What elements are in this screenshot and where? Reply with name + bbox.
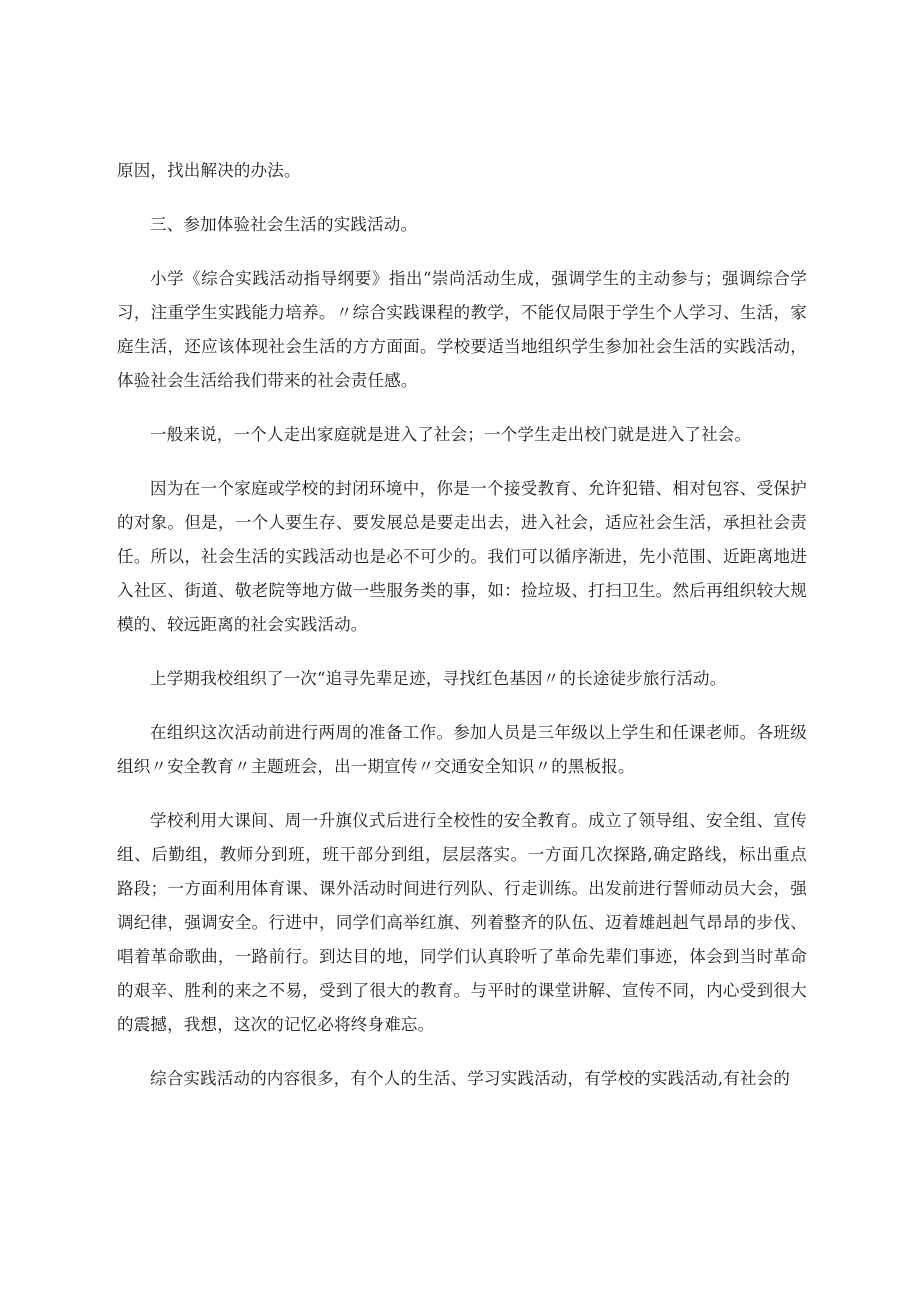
paragraph-preparation: 在组织这次活动前进行两周的准备工作。参加人员是三年级以上学生和任课老师。各班级组织〃安全教育〃主题班会，出一期宣传〃交通安全知识〃的黑板报。 — [117, 723, 807, 776]
section-heading-3: 三、参加体验社会生活的实践活动。 — [150, 215, 418, 234]
document-body — [117, 154, 807, 1096]
paragraph-activity-content: 综合实践活动的内容很多，有个人的生活、学习实践活动，有学校的实践活动,有社会的 — [150, 1069, 791, 1088]
paragraph-closed-environment: 因为在一个家庭或学校的封闭环境中，你是一个接受教育、允许犯错、相对包容、受保护的对象。但是，一个人要生存、要发展总是要走出去，进入社会，适应社会生活，承担社会责任。所以，社会生活的实践活动也是必不可少的。我们可以循序渐进，先小范围、近距离地进入社区、街道、敬老院等地方做一些服务类的事，如：捡垃圾、打扫卫生。然后再组织较大规模的、较远距离的社会实践活动。 — [117, 479, 807, 634]
paragraph-1: 原因，找出解决的办法。 — [117, 161, 301, 180]
paragraph-guideline-quote: 小学《综合实践活动指导纲要》指出“崇尚活动生成，强调学生的主动参与；强调综合学习，注重学生实践能力培养。〃综合实践课程的教学，不能仅局限于学生个人学习、生活，家庭生活，还应该体现社会生活的方方面面。学校要适当地组织学生参加社会生活的实践活动，体验社会生活给我们带来的社会责任感。 — [117, 269, 807, 390]
paragraph-general-statement: 一般来说，一个人走出家庭就是进入了社会；一个学生走出校门就是进入了社会。 — [150, 425, 752, 444]
paragraph-last-semester: 上学期我校组织了一次“追寻先辈足迹，寻找红色基因〃的长途徒步旅行活动。 — [150, 669, 727, 688]
paragraph-safety-education: 学校利用大课间、周一升旗仪式后进行全校性的安全教育。成立了领导组、安全组、宣传组、后勤组，教师分到班，班干部分到组，层层落实。一方面几次探路,确定路线，标出重点路段；一方面利用体育课、课外活动时间进行列队、行走训练。出发前进行誓师动员大会，强调纪律，强调安全。行进中，同学们高举红旗、列着整齐的队伍、迈着雄赳赳气昂昂的步伐、唱着革命歌曲，一路前行。到达目的地，同学们认真聆听了革命先辈们事迹，体会到当时革命的艰辛、胜利的来之不易，受到了很大的教育。与平时的课堂讲解、宣传不同，内心受到很大的震撼，我想，这次的记忆必将终身难忘。 — [117, 811, 807, 1034]
